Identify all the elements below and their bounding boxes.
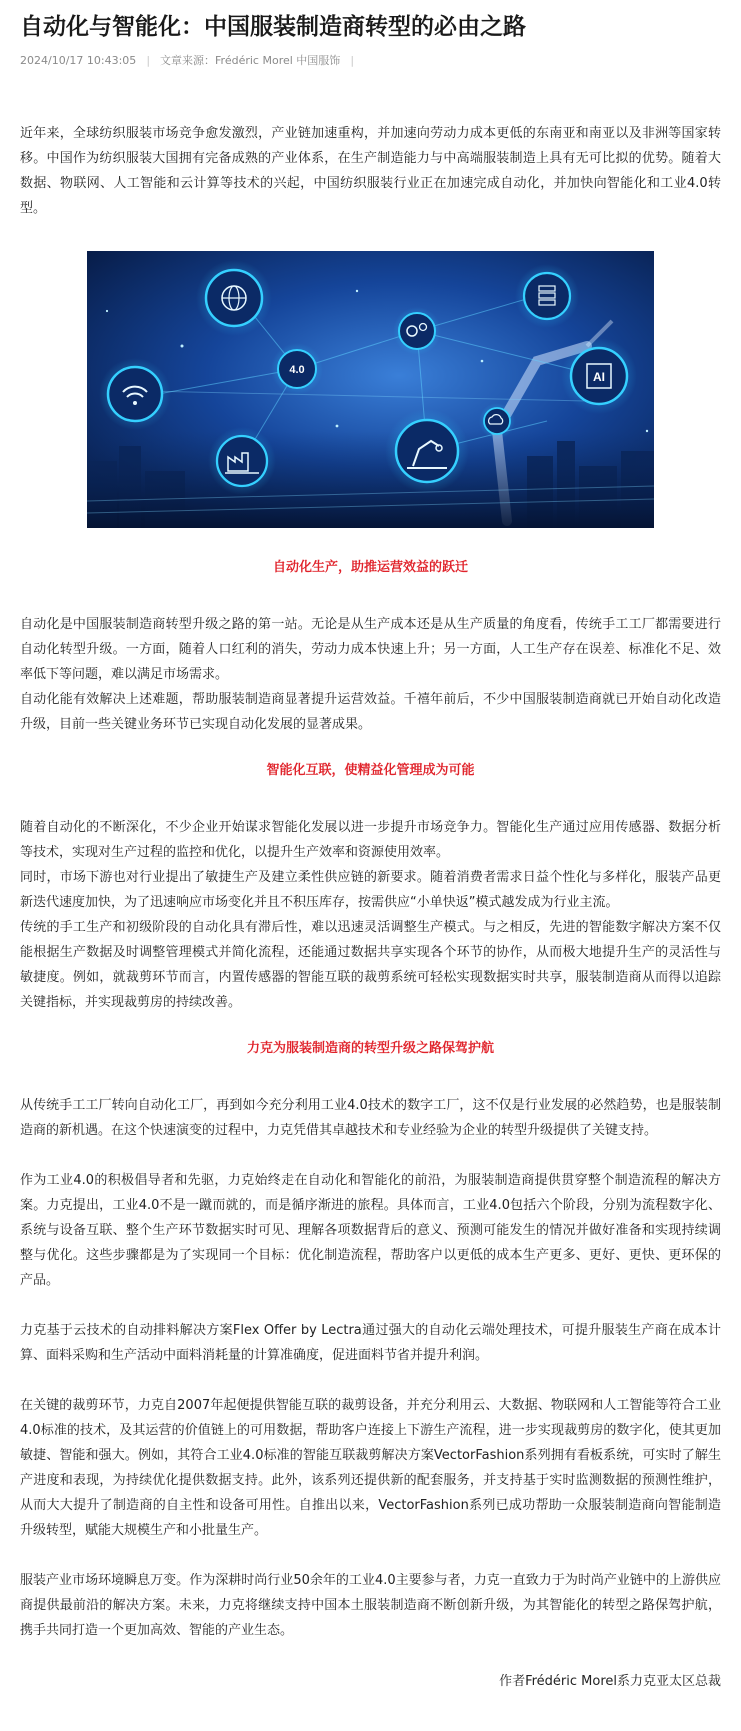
- section3-paragraph-5: 服装产业市场环境瞬息万变。作为深耕时尚行业50余年的工业4.0主要参与者，力克一直致力于为时尚产业链中的上游供应商提供最前沿的解决方案。未来，力克将继续支持中国本土服装制造商不断创新升级，为其智能化的转型之路保驾护航，携手共同打造一个更加高效、智能的产业生态。: [20, 1573, 721, 1638]
- industry-4-icon: [271, 343, 323, 395]
- section3-paragraph-1: 从传统手工工厂转向自动化工厂，再到如今充分利用工业4.0技术的数字工厂，这不仅是行业发展的必然趋势，也是服装制造商的新机遇。在这个快速演变的过程中，力克凭借其卓越技术和专业经验为企业的转型升级提供了关键支持。: [20, 1098, 721, 1138]
- intro-paragraph: 近年来，全球纺织服装市场竞争愈发激烈，产业链加速重构，并加速向劳动力成本更低的东南亚和南亚以及非洲等国家转移。中国作为纺织服装大国拥有完备成熟的产业体系，在生产制造能力与中高端服装制造上具有无可比拟的优势。随着大数据、物联网、人工智能和云计算等技术的兴起，中国纺织服装行业正在加速完成自动化，并加快向智能化和工业4.0转型。: [20, 126, 721, 216]
- section-heading-intelligence: 智能化互联，使精益化管理成为可能: [266, 763, 475, 778]
- section3-paragraph-2: 作为工业4.0的积极倡导者和先驱，力克始终走在自动化和智能化的前沿，为服装制造商提供贯穿整个制造流程的解决方案。力克提出，工业4.0不是一蹴而就的，而是循序渐进的旅程。具体而言，工业4.0包括六个阶段，分别为流程数字化、系统与设备互联、整个生产环节数据实时可见、理解各项数据背后的意义、预测可能发生的情况并做好准备和实现持续调整与优化。这些步骤都是为了实现同一个目标：优化制造流程，帮助客户以更低的成本生产更多、更好、更快、更环保的产品。: [20, 1173, 721, 1288]
- server-icon: [515, 264, 579, 328]
- section1-paragraph-2: 自动化能有效解决上述难题，帮助服装制造商显著提升运营效益。千禧年前后，不少中国服装制造商就已开始自动化改造升级，目前一些关键业务环节已实现自动化发展的显著成果。: [20, 692, 721, 732]
- ai-label: AI: [593, 370, 605, 384]
- factory-icon: [208, 427, 276, 495]
- section1-paragraph-1: 自动化是中国服装制造商转型升级之路的第一站。无论是从生产成本还是从生产质量的角度看，传统手工工厂都需要进行自动化转型升级。一方面，随着人口红利的消失，劳动力成本快速上升；另一方面，人工生产存在误差、标准化不足、效率低下等问题，难以满足市场需求。: [20, 617, 721, 682]
- robot-arm-icon: [385, 409, 469, 493]
- gears-icon: [393, 307, 441, 355]
- cloud-upload-icon: [479, 403, 515, 439]
- section-heading-automation: 自动化生产，助推运营效益的跃迁: [272, 560, 468, 575]
- section2-paragraph-2: 同时，市场下游也对行业提出了敏捷生产及建立柔性供应链的新要求。随着消费者需求日益个性化与多样化，服装产品更新迭代速度加快，为了迅速响应市场变化并且不积压库存，按需供应“小单快返”模式越发成为行业主流。: [20, 870, 721, 910]
- wifi-icon: [99, 358, 171, 430]
- hero-image: [87, 251, 654, 528]
- article-title: 自动化与智能化：中国服装制造商转型的必由之路: [20, 14, 526, 40]
- industry-4-label: 4.0: [289, 364, 305, 376]
- section2-paragraph-3: 传统的手工生产和初级阶段的自动化具有滞后性，难以迅速灵活调整生产模式。与之相反，先进的智能数字解决方案不仅能根据生产数据及时调整管理模式并简化流程，还能通过数据共享实现各个环节的协作，从而极大地提升生产的灵活性与敏捷度。例如，就裁剪环节而言，内置传感器的智能互联的裁剪系统可轻松实现数据实时共享，服装制造商从而得以追踪关键指标，并实现裁剪房的持续改善。: [20, 920, 721, 1010]
- ai-chip-icon: [561, 338, 637, 414]
- section3-paragraph-3: 力克基于云技术的自动排料解决方案Flex Offer by Lectra通过强大的自动化云端处理技术，可提升服装生产商在成本计算、面料采购和生产活动中面料消耗量的计算准确度，促进面料节省并提升利润。: [20, 1323, 721, 1363]
- author-byline: 作者Frédéric Morel系力克亚太区总裁: [499, 1674, 721, 1689]
- globe-icon: [196, 260, 272, 336]
- meta-divider: |: [350, 54, 355, 67]
- section3-paragraph-4: 在关键的裁剪环节，力克自2007年起便提供智能互联的裁剪设备，并充分利用云、大数据、物联网和人工智能等符合工业4.0标准的技术，及其运营的价值链上的可用数据，帮助客户连接上下游生产流程，进一步实现裁剪房的数字化，使其更加敏捷、智能和强大。例如，其符合工业4.0标准的智能互联裁剪解决方案VectorFashion系列拥有看板系统，可实时了解生产进度和表现，为持续优化提供数据支持。此外，该系列还提供新的配套服务，并支持基于实时监测数据的预测性维护，从而大大提升了制造商的自主性和设备可用性。自推出以来，VectorFashion系列已成功帮助一众服装制造商向智能制造升级转型，赋能大规模生产和小批量生产。: [20, 1398, 721, 1538]
- publish-datetime: 2024/10/17 10:43:05: [20, 54, 137, 67]
- meta-divider: |: [146, 54, 151, 67]
- article-source: 文章来源：Frédéric Morel 中国服饰: [160, 54, 341, 67]
- article-meta: [20, 53, 721, 69]
- section2-paragraph-1: 随着自动化的不断深化，不少企业开始谋求智能化发展以进一步提升市场竞争力。智能化生产通过应用传感器、数据分析等技术，实现对生产过程的监控和优化，以提升生产效率和资源使用效率。: [20, 820, 721, 860]
- section-heading-lectra: 力克为服装制造商的转型升级之路保驾护航: [246, 1041, 494, 1056]
- article-body: [20, 121, 721, 1714]
